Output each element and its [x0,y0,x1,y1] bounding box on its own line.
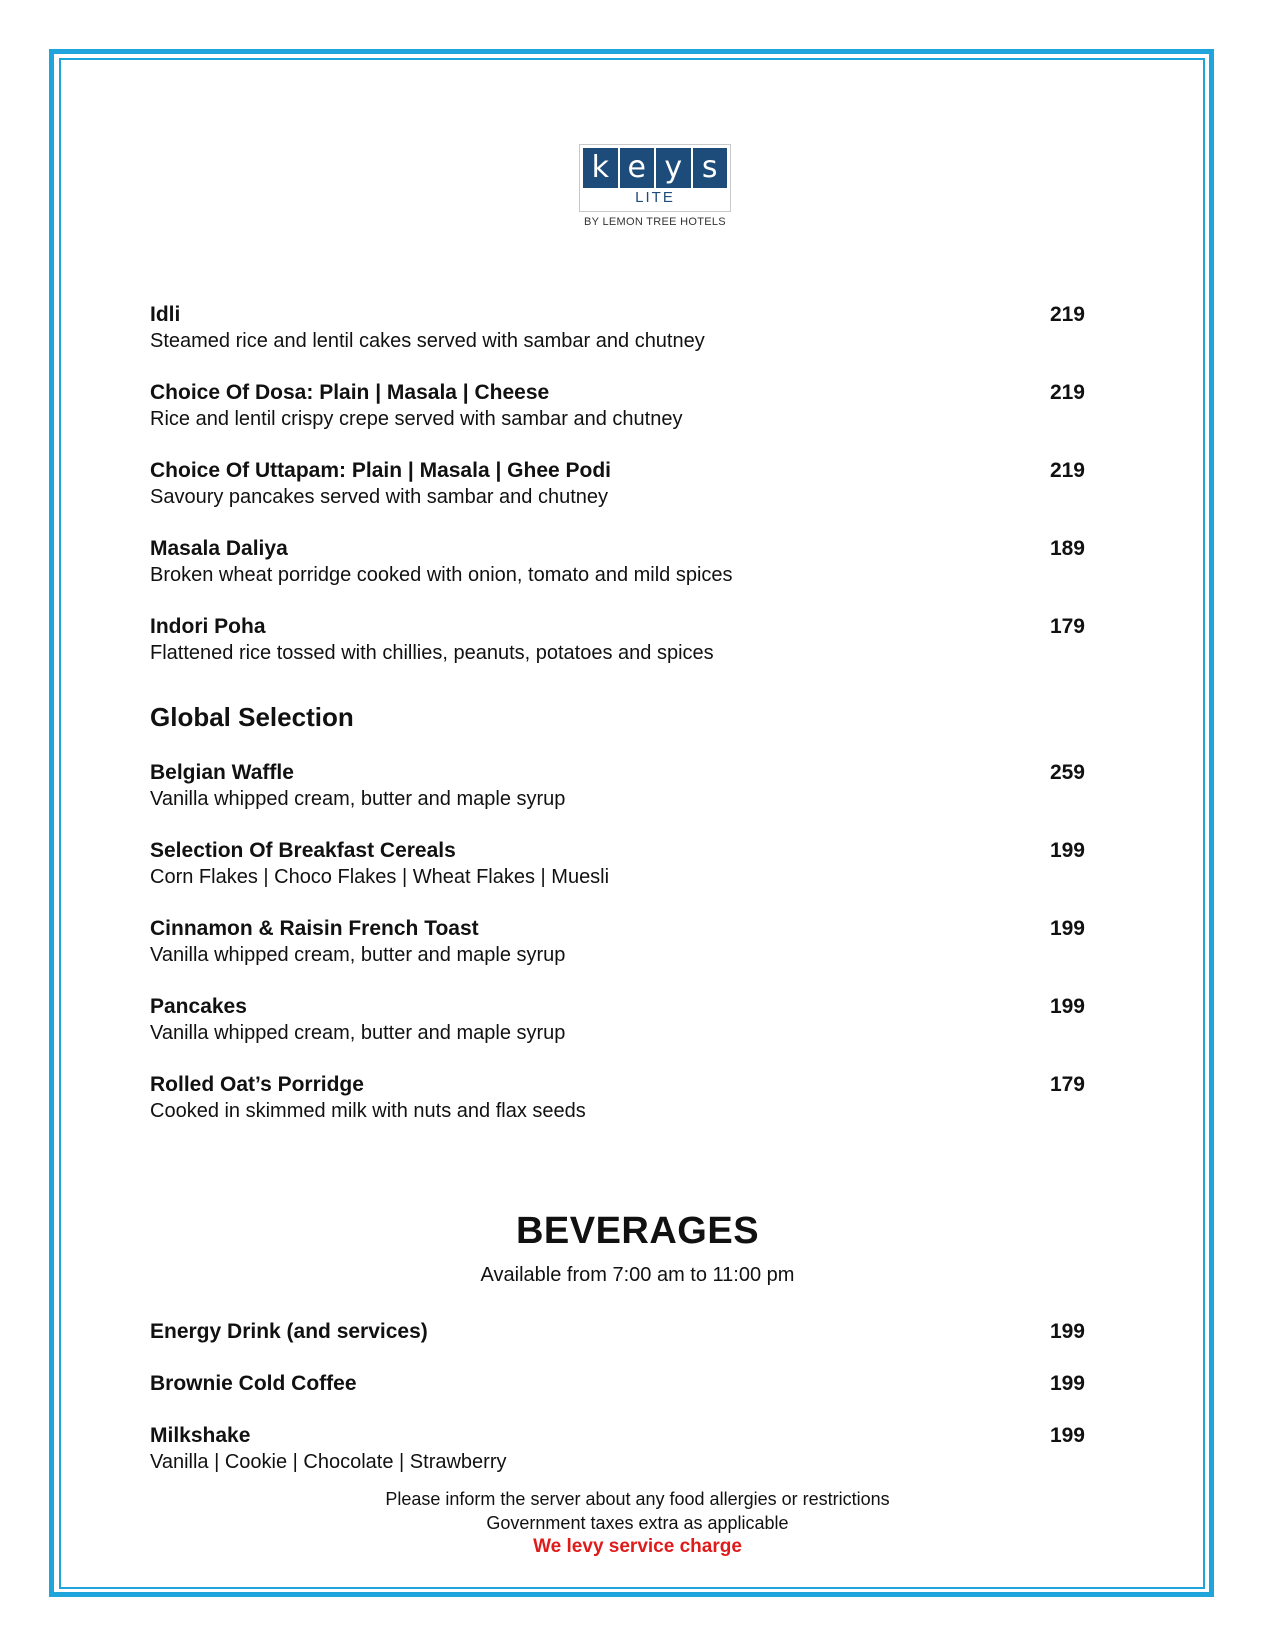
allergy-notice: Please inform the server about any food allergies or restrictions [385,1489,890,1509]
menu-item [150,1423,1085,1475]
logo-lite: LITE [635,189,675,206]
item-price: 219 [1049,381,1085,404]
logo-letter: s [693,148,728,188]
logo-letters [583,148,727,188]
item-price: 259 [1049,761,1085,784]
logo-letter: k [583,148,618,188]
item-description: Cooked in skimmed milk with nuts and flax seeds [150,1100,586,1122]
item-name: Indori Poha [150,615,266,638]
item-price: 179 [1049,1073,1085,1096]
logo-tagline: BY LEMON TREE HOTELS [584,216,726,228]
item-name: Rolled Oat’s Porridge [150,1073,364,1096]
item-description: Broken wheat porridge cooked with onion, tomato and mild spices [150,564,733,586]
menu-item [150,614,1085,666]
item-price: 219 [1049,303,1085,326]
item-name: Cinnamon & Raisin French Toast [150,917,479,940]
item-description: Vanilla whipped cream, butter and maple syrup [150,1022,566,1044]
item-name: Brownie Cold Coffee [150,1372,357,1395]
item-price: 199 [1049,1424,1085,1447]
item-description: Corn Flakes | Choco Flakes | Wheat Flakes | Muesli [150,866,610,888]
item-price: 199 [1049,917,1085,940]
item-price: 189 [1049,537,1085,560]
item-description: Vanilla whipped cream, butter and maple syrup [150,944,566,966]
item-name: Belgian Waffle [150,761,294,784]
item-description: Rice and lentil crispy crepe served with sambar and chutney [150,408,683,430]
section-title-global: Global Selection [150,702,354,732]
section-title-beverages: BEVERAGES [515,1210,760,1252]
hotel-logo [579,144,731,228]
item-description: Steamed rice and lentil cakes served with sambar and chutney [150,330,705,352]
item-price: 199 [1049,1372,1085,1395]
service-charge-notice: We levy service charge [533,1536,742,1557]
item-name: Energy Drink (and services) [150,1320,428,1343]
item-price: 199 [1049,995,1085,1018]
item-price: 179 [1049,615,1085,638]
item-description: Savoury pancakes served with sambar and chutney [150,486,609,508]
menu-item [150,1371,1085,1397]
menu-item [150,458,1085,510]
item-price: 199 [1049,839,1085,862]
menu-item [150,1072,1085,1124]
item-name: Milkshake [150,1424,251,1447]
item-price: 219 [1049,459,1085,482]
item-name: Masala Daliya [150,537,288,560]
item-description: Vanilla | Cookie | Chocolate | Strawberry [150,1451,507,1473]
menu-item [150,838,1085,890]
item-name: Selection Of Breakfast Cereals [150,839,456,862]
logo-letter: y [656,148,691,188]
menu-item [150,1319,1085,1345]
page-border-inner [59,58,1205,1589]
menu-item [150,916,1085,968]
menu-item [150,760,1085,812]
item-name: Choice Of Uttapam: Plain | Masala | Ghee Podi [150,459,612,482]
menu-item [150,994,1085,1046]
menu-footer [0,1487,1275,1559]
item-price: 199 [1049,1320,1085,1343]
menu-item [150,536,1085,588]
tax-notice: Government taxes extra as applicable [486,1513,789,1533]
item-name: Pancakes [150,995,247,1018]
menu-item [150,380,1085,432]
item-name: Choice Of Dosa: Plain | Masala | Cheese [150,381,550,404]
item-description: Vanilla whipped cream, butter and maple syrup [150,788,566,810]
item-name: Idli [150,303,181,326]
menu-item [150,302,1085,354]
item-description: Flattened rice tossed with chillies, peanuts, potatoes and spices [150,642,714,664]
logo-letter: e [620,148,655,188]
logo-box [579,144,731,212]
beverages-hours: Available from 7:00 am to 11:00 pm [480,1264,795,1286]
